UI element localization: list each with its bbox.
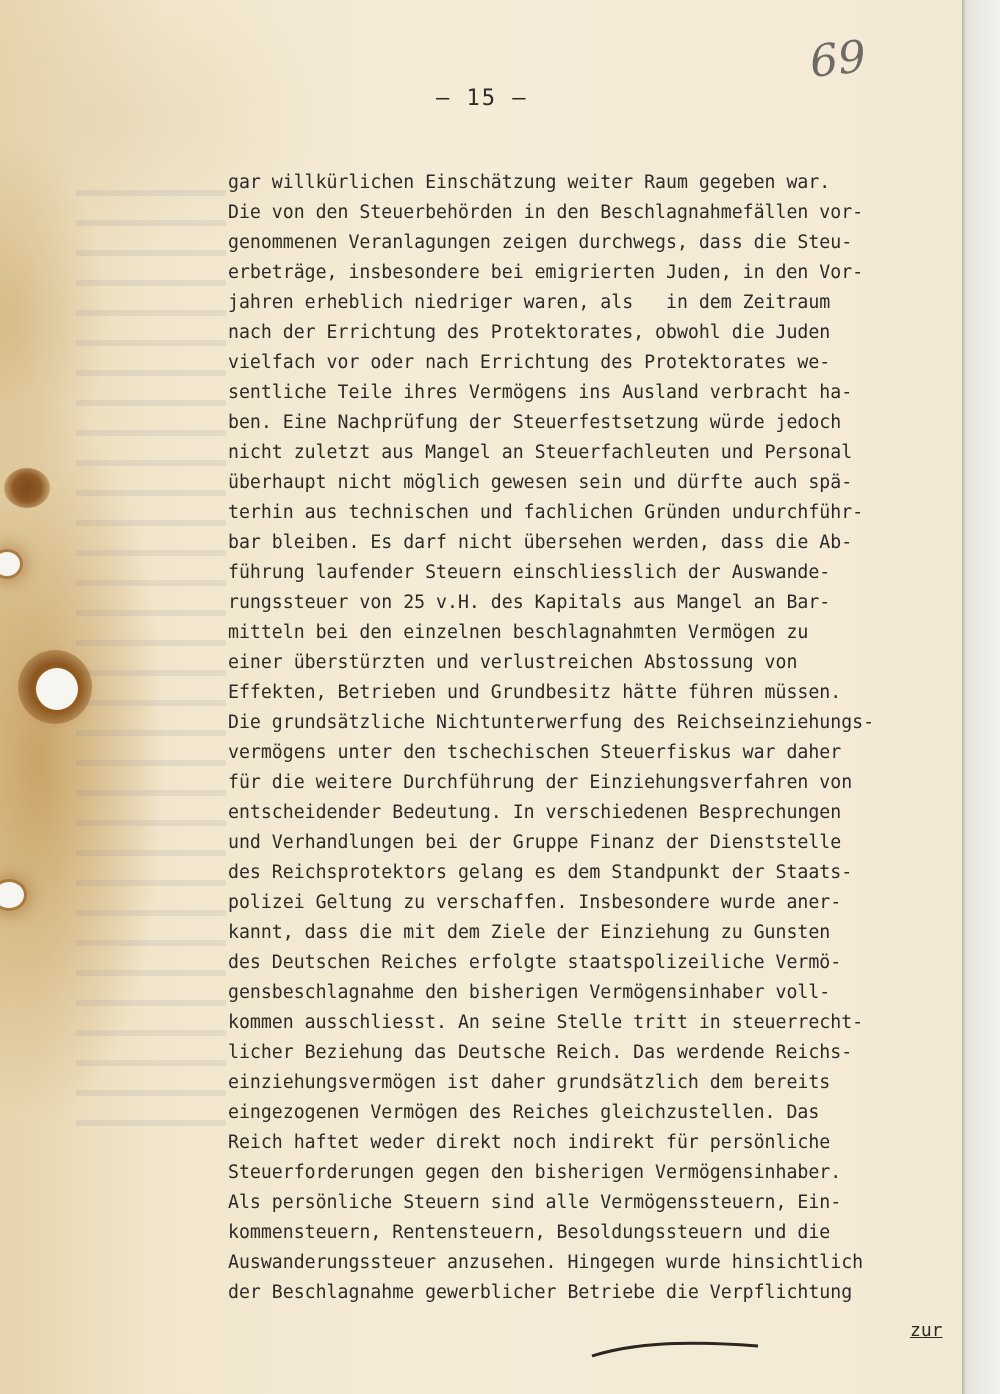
text-line: genommenen Veranlagungen zeigen durchwegs, dass die Steu-: [228, 232, 853, 253]
text-line: gar willkürlichen Einschätzung weiter Raum gegeben war.: [228, 172, 831, 193]
handwritten-folio-number: 69: [807, 31, 869, 88]
text-line: vermögens unter den tschechischen Steuerfiskus war daher: [228, 742, 842, 763]
text-line: jahren erheblich niedriger waren, als in dem Zeitraum: [228, 292, 831, 313]
text-line: bar bleiben. Es darf nicht übersehen werden, dass die Ab-: [228, 532, 853, 553]
typed-text-block: [228, 168, 968, 1308]
page-number: – 15 –: [436, 86, 528, 111]
text-line: Die grundsätzliche Nichtunterwerfung des Reichseinziehungs-: [228, 712, 875, 733]
scanner-background-edge: [962, 0, 1000, 1394]
catchword: zur: [910, 1320, 943, 1341]
text-line: für die weitere Durchführung der Einziehungsverfahren von: [228, 772, 853, 793]
text-line: des Deutschen Reiches erfolgte staatspolizeiliche Vermö-: [228, 952, 842, 973]
text-line: entscheidender Bedeutung. In verschiedenen Besprechungen: [228, 802, 842, 823]
text-line: einer überstürzten und verlustreichen Abstossung von: [228, 652, 798, 673]
text-line: sentliche Teile ihres Vermögens ins Ausland verbracht ha-: [228, 382, 853, 403]
punch-hole: [0, 882, 24, 908]
text-line: nach der Errichtung des Protektorates, obwohl die Juden: [228, 322, 831, 343]
stain-mark: [4, 468, 50, 508]
text-line: des Reichsprotektors gelang es dem Standpunkt der Staats-: [228, 862, 853, 883]
text-line: der Beschlagnahme gewerblicher Betriebe die Verpflichtung: [228, 1282, 853, 1303]
pen-stroke-mark: [590, 1338, 760, 1360]
bleed-through-text: [76, 176, 226, 1136]
text-line: rungssteuer von 25 v.H. des Kapitals aus Mangel an Bar-: [228, 592, 831, 613]
text-line: einziehungsvermögen ist daher grundsätzlich dem bereits: [228, 1072, 831, 1093]
text-line: Die von den Steuerbehörden in den Beschlagnahmefällen vor-: [228, 202, 864, 223]
text-line: terhin aus technischen und fachlichen Gründen undurchführ-: [228, 502, 864, 523]
text-line: kommen ausschliesst. An seine Stelle tritt in steuerrecht-: [228, 1012, 864, 1033]
text-line: Auswanderungssteuer anzusehen. Hingegen wurde hinsichtlich: [228, 1252, 864, 1273]
text-line: ben. Eine Nachprüfung der Steuerfestsetzung würde jedoch: [228, 412, 842, 433]
text-line: vielfach vor oder nach Errichtung des Protektorates we-: [228, 352, 831, 373]
text-line: kommensteuern, Rentensteuern, Besoldungssteuern und die: [228, 1222, 831, 1243]
text-line: erbeträge, insbesondere bei emigrierten Juden, in den Vor-: [228, 262, 864, 283]
text-line: nicht zuletzt aus Mangel an Steuerfachleuten und Personal: [228, 442, 853, 463]
text-line: polizei Geltung zu verschaffen. Insbesondere wurde aner-: [228, 892, 842, 913]
text-line: mitteln bei den einzelnen beschlagnahmten Vermögen zu: [228, 622, 809, 643]
punch-hole: [36, 668, 78, 710]
text-line: kannt, dass die mit dem Ziele der Einziehung zu Gunsten: [228, 922, 831, 943]
text-line: Steuerforderungen gegen den bisherigen Vermögensinhaber.: [228, 1162, 842, 1183]
text-line: überhaupt nicht möglich gewesen sein und dürfte auch spä-: [228, 472, 853, 493]
text-line: Reich haftet weder direkt noch indirekt für persönliche: [228, 1132, 831, 1153]
text-line: eingezogenen Vermögen des Reiches gleichzustellen. Das: [228, 1102, 820, 1123]
text-line: licher Beziehung das Deutsche Reich. Das werdende Reichs-: [228, 1042, 853, 1063]
text-line: gensbeschlagnahme den bisherigen Vermögensinhaber voll-: [228, 982, 831, 1003]
punch-hole: [0, 552, 20, 576]
text-line: führung laufender Steuern einschliesslich der Auswande-: [228, 562, 831, 583]
text-line: und Verhandlungen bei der Gruppe Finanz der Dienststelle: [228, 832, 842, 853]
text-line: Als persönliche Steuern sind alle Vermögenssteuern, Ein-: [228, 1192, 842, 1213]
text-line: Effekten, Betrieben und Grundbesitz hätte führen müssen.: [228, 682, 842, 703]
